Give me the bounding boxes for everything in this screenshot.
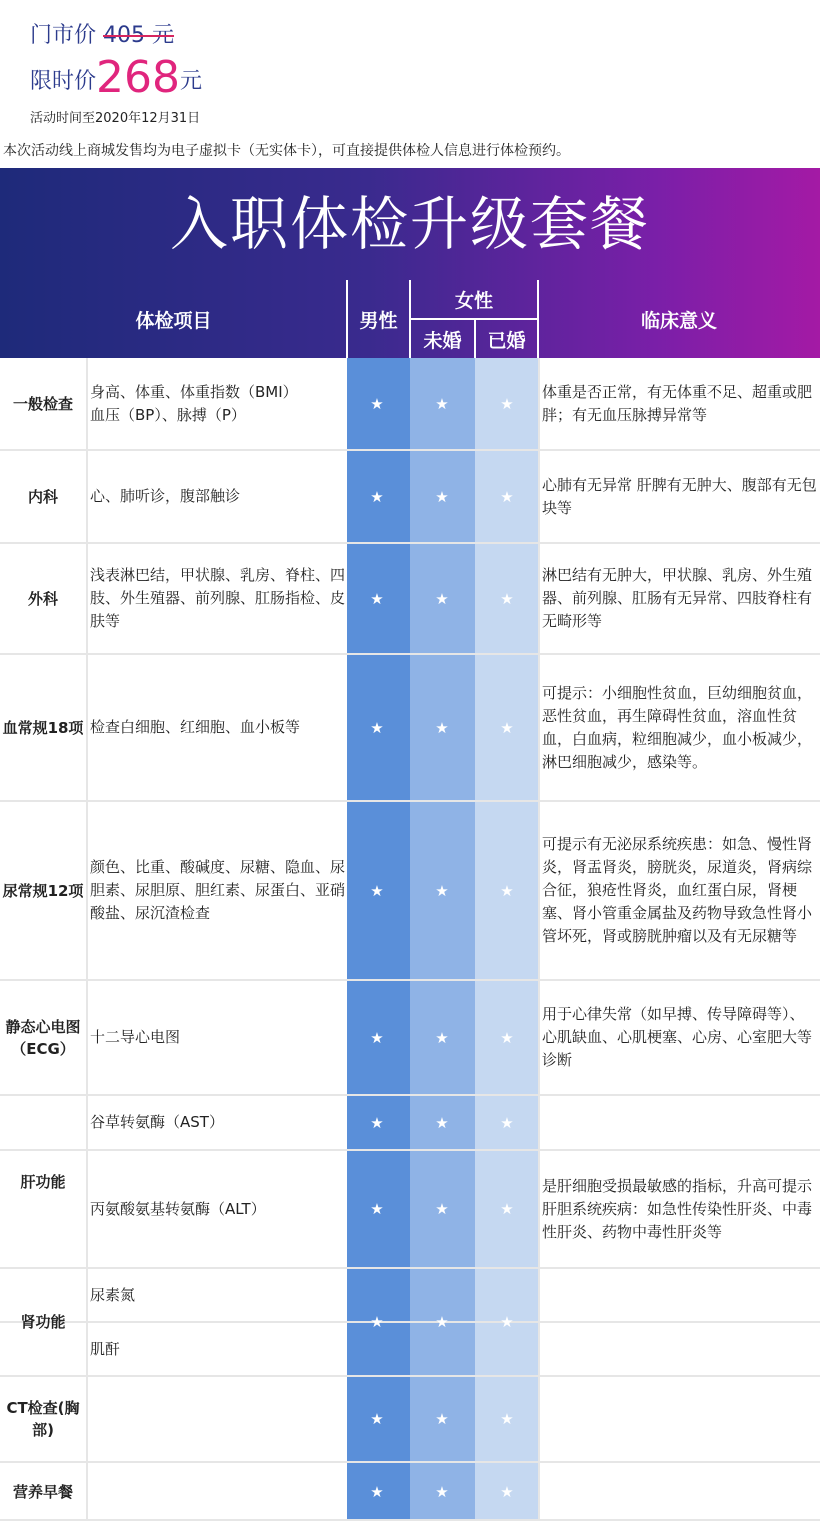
row-category: 静态心电图（ECG） — [5, 1017, 81, 1058]
row-category: 尿常规12项 — [2, 881, 84, 900]
married-star: ★ — [500, 881, 514, 900]
column-divider — [538, 358, 540, 1521]
row-meaning: 可提示：小细胞性贫血，巨幼细胞贫血，恶性贫血，再生障碍性贫血，溶血性贫血，白血病，粒细胞减少，血小板减少，淋巴细胞减少，感染等。 — [542, 683, 813, 771]
row-meaning: 淋巴结有无肿大，甲状腺、乳房、外生殖器、前列腺、肛肠有无异常、四肢脊柱有无畸形等 — [542, 566, 813, 630]
unmarried-star: ★ — [435, 1313, 449, 1331]
row-item: 谷草转氨酶（AST） — [90, 1113, 224, 1131]
male-star: ★ — [370, 1113, 384, 1132]
header-divider — [346, 280, 348, 358]
sale-price-unit: 元 — [180, 69, 203, 94]
row-category: 营养早餐 — [12, 1482, 73, 1501]
unmarried-star: ★ — [435, 1200, 449, 1218]
row-category: 外科 — [27, 589, 58, 608]
male-star: ★ — [370, 395, 384, 413]
married-star: ★ — [500, 1410, 514, 1428]
unmarried-star: ★ — [435, 1028, 449, 1047]
sale-price-value: 268 — [96, 52, 180, 103]
married-star: ★ — [500, 1313, 514, 1331]
unmarried-star: ★ — [435, 1113, 449, 1132]
row-category: CT检查(胸部) — [6, 1399, 80, 1439]
married-star: ★ — [500, 1028, 514, 1047]
promo-period: 活动时间至2020年12月31日 — [30, 111, 201, 126]
row-meaning: 心肺有无异常 肝脾有无肿大、腹部有无包块等 — [542, 475, 817, 517]
header-male: 男性 — [359, 309, 398, 332]
row-meaning — [542, 1268, 818, 1322]
package-title: 入职体检升级套餐 — [0, 168, 820, 280]
row-meaning: 是肝细胞受损最敏感的指标，升高可提示肝胆系统疾病：如急性传染性肝炎、中毒性肝炎、药物中毒性肝炎等 — [542, 1176, 813, 1241]
male-star: ★ — [370, 718, 384, 737]
column-divider — [86, 358, 88, 1521]
row-item: 浅表淋巴结，甲状腺、乳房、脊柱、四肢、外生殖器、前列腺、肛肠指检、皮肤等 — [90, 566, 346, 630]
male-star: ★ — [370, 881, 384, 900]
male-star: ★ — [370, 487, 384, 506]
male-star: ★ — [370, 1482, 384, 1501]
row-meaning — [542, 1322, 818, 1376]
married-star: ★ — [500, 1113, 514, 1132]
row-category: 内科 — [27, 487, 58, 506]
married-star: ★ — [500, 1200, 514, 1218]
row-category: 血常规18项 — [2, 718, 84, 737]
header-unmarried: 未婚 — [423, 329, 462, 352]
row-item: 肌酐 — [90, 1339, 121, 1358]
unmarried-star: ★ — [435, 487, 449, 506]
row-meaning — [542, 1376, 818, 1462]
unmarried-star: ★ — [435, 1410, 449, 1428]
original-price — [30, 18, 174, 49]
row-item — [90, 1462, 345, 1521]
row-meaning: 用于心律失常（如早搏、传导障碍等）、心肌缺血、心肌梗塞、心房、心室肥大等诊断 — [542, 1005, 813, 1069]
male-star: ★ — [370, 1200, 384, 1218]
married-star: ★ — [500, 1482, 514, 1501]
unmarried-star: ★ — [435, 1482, 449, 1501]
male-star: ★ — [370, 1313, 384, 1331]
unmarried-star: ★ — [435, 395, 449, 413]
row-item: 身高、体重、体重指数（BMI） 血压（BP）、脉搏（P） — [90, 383, 298, 424]
row-item: 检查白细胞、红细胞、血小板等 — [90, 718, 301, 736]
header-married: 已婚 — [487, 329, 526, 352]
male-star: ★ — [370, 1410, 384, 1428]
male-star: ★ — [370, 1028, 384, 1047]
header-divider — [410, 318, 538, 320]
row-item: 丙氨酸氨基转氨酶（ALT） — [90, 1199, 266, 1218]
row-item — [90, 1376, 345, 1462]
sale-price-label: 限时价 — [30, 69, 97, 94]
sale-price — [30, 52, 202, 103]
row-item: 颜色、比重、酸碱度、尿糖、隐血、尿胆素、尿胆原、胆红素、尿蛋白、亚硝酸盐、尿沉渣检查 — [90, 858, 346, 922]
row-item: 十二导心电图 — [90, 1028, 181, 1046]
row-category: 一般检查 — [12, 395, 73, 413]
married-star: ★ — [500, 395, 514, 413]
unmarried-star: ★ — [435, 589, 449, 608]
unmarried-star: ★ — [435, 881, 449, 900]
married-star: ★ — [500, 487, 514, 506]
header-item: 体检项目 — [135, 309, 212, 332]
row-category: 肝功能 — [20, 1172, 66, 1191]
row-item: 尿素氮 — [90, 1285, 136, 1304]
original-price-label: 门市价 — [30, 23, 97, 48]
row-meaning: 可提示有无泌尿系统疾患：如急、慢性肾炎，肾盂肾炎，膀胱炎，尿道炎，肾病综合征，狼疮性肾炎，血红蛋白尿，肾梗塞、肾小管重金属盐及药物导致急性肾小管坏死，肾或膀胱肿瘤以及有无尿糖等 — [542, 835, 813, 945]
row-meaning — [542, 1095, 818, 1150]
notice-text: 本次活动线上商城发售均为电子虚拟卡（无实体卡），可直接提供体检人信息进行体检预约。 — [3, 143, 570, 159]
header-meaning: 临床意义 — [640, 309, 717, 332]
married-star: ★ — [500, 718, 514, 737]
row-category: 肾功能 — [20, 1313, 66, 1331]
unmarried-star: ★ — [435, 718, 449, 737]
male-star: ★ — [370, 589, 384, 608]
row-meaning — [542, 1462, 818, 1521]
header-divider — [474, 320, 476, 358]
header-female: 女性 — [454, 289, 493, 312]
married-star: ★ — [500, 589, 514, 608]
row-meaning: 体重是否正常，有无体重不足、超重或肥胖；有无血压脉搏异常等 — [542, 383, 813, 424]
original-price-value: 405 元 — [103, 23, 175, 48]
row-item: 心、肺听诊，腹部触诊 — [90, 487, 241, 505]
